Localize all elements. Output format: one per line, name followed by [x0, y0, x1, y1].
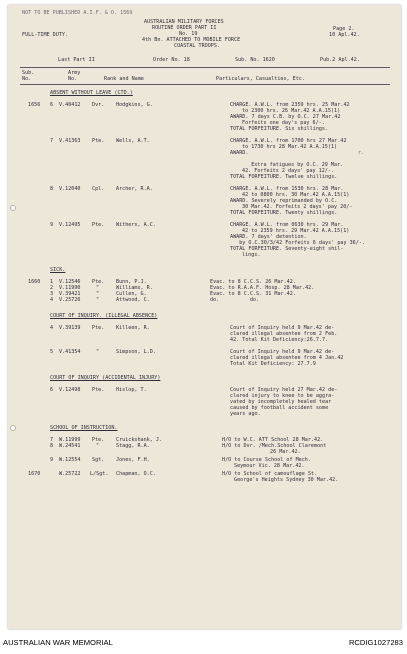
document-page — [8, 5, 401, 629]
particulars-line: 30 Mar.42. Forfeits 2 days' pay 20/- — [242, 204, 353, 210]
particulars-line: George's Heights Sydney 30 Mar.42. — [234, 477, 339, 483]
force-title: AUSTRALIAN MILITARY FORCES — [144, 19, 224, 25]
army-number: V.12495 — [59, 222, 81, 228]
soldier-name: Jones, F.H. — [116, 457, 150, 463]
rank: Sgt. — [92, 457, 105, 463]
sub-number: 1660 — [28, 279, 41, 285]
particulars-line: caused by football accident some — [230, 405, 329, 411]
particulars-line: Total Kit Deficiency: 27.7.9 — [230, 361, 316, 367]
sub-number: 1670 — [28, 471, 41, 477]
army-number: V.39139 — [59, 325, 81, 331]
particulars-line: H/O to School of camouflage St. — [222, 471, 318, 477]
particulars-line: Court of Inquiry held 9 Mar.42 de- — [230, 349, 335, 355]
particulars-line: AWARD. 7 days C.B. by O.C. 27 Mar.42 — [230, 114, 341, 120]
archive-footer — [0, 636, 407, 654]
punch-hole — [10, 205, 16, 211]
particulars-line: H/O to W.C. ATT School 28 Mar.42. — [222, 437, 324, 443]
entry-number: 5 — [50, 349, 54, 355]
army-number: V.11990 — [59, 285, 81, 291]
particulars-line: CHARGE. A.W.L. from 1700 hrs 27 Mar.42 — [230, 138, 347, 144]
army-number: V.12498 — [59, 387, 81, 393]
particulars-line: 42. Total Kit Deficiency:26.7.7. — [230, 337, 329, 343]
archive-record-id: RCDIG1027283 — [348, 638, 403, 647]
rank: Pte. — [92, 387, 105, 393]
last-sub-number: Sub. No. 1620 — [235, 57, 275, 63]
rank: Cpl. — [92, 186, 105, 192]
particulars-line: TOTAL FORFEITURE. Seventy-eight shil- — [230, 246, 344, 252]
col-rank-name: Rank and Name — [104, 76, 144, 82]
particulars-line: Forfeits one day's pay 6/-. — [242, 120, 325, 126]
soldier-name: Bunn, P.J. — [116, 279, 147, 285]
duty-label: FULL-TIME DUTY. — [22, 32, 69, 38]
order-date: 10 Apl.42. — [329, 32, 360, 38]
sub-number: 1656 — [28, 102, 41, 108]
entry-number: 9 — [50, 457, 54, 463]
army-number: V.40412 — [59, 102, 81, 108]
particulars-line: AWARD. 7 days' detention. — [230, 234, 307, 240]
soldier-name: Archer, R.A. — [116, 186, 153, 192]
army-number: W.11999 — [59, 437, 81, 443]
particulars-line: Extra fatigues by O.C. 29 Mar. — [242, 162, 344, 168]
particulars-line: to 2300 hrs. 26 Mar.42 A.A.15(1) — [242, 108, 341, 114]
rank: Pte. — [92, 138, 105, 144]
orders-title: ROUTINE ORDER PART II — [152, 25, 217, 31]
section-sick-heading: SICK. — [50, 267, 66, 273]
section-accidental-heading: COURT OF INQUIRY (ACCIDENTAL INJURY) — [50, 375, 161, 381]
soldier-name: Attwood, C. — [116, 297, 150, 303]
col-army-2: No. — [68, 76, 78, 82]
rank: " — [96, 443, 100, 449]
soldier-name: Killeen, R. — [116, 325, 150, 331]
col-particulars: Particulars, Casualties, Etc. — [216, 76, 305, 82]
particulars-line: 42 to 2359 hrs. 29 Mar.42 A.A.15(1) — [242, 228, 350, 234]
particulars-line: H/O to Dvr. /Mech.School Claremont — [222, 443, 327, 449]
unit-line-2: COASTAL TROOPS. — [174, 43, 221, 49]
soldier-name: Cruickshank, J. — [116, 437, 163, 443]
particulars-line: TOTAL FORFEITURE. Twelve shillings. — [230, 174, 338, 180]
entry-number: 8 — [50, 443, 54, 449]
col-sub-no-2: No. — [22, 76, 32, 82]
particulars-line: clared illegal absentee from 2 Feb. — [230, 331, 338, 337]
publication-restriction: NOT TO BE PUBLISHED A.I.F. & O. 1569 — [22, 10, 133, 16]
soldier-name: Wells, A.T. — [116, 138, 150, 144]
particulars-line: clared injury to knee to be aggra- — [230, 393, 335, 399]
col-sub-no-1: Sub. — [22, 70, 35, 76]
soldier-name: Stagg, R.A. — [116, 443, 150, 449]
particulars-line: clared illegal absentee from 4 Jan.42 — [230, 355, 344, 361]
army-number: V.25726 — [59, 297, 81, 303]
army-number: V.12040 — [59, 186, 81, 192]
unit-line-1: 4th Bn. ATTACHED TO MOBILE FORCE — [142, 37, 241, 43]
particulars-line: TOTAL FORFEITURE. Six shillings. — [230, 126, 329, 132]
entry-number: 8 — [50, 186, 54, 192]
particulars-line: years ago. — [230, 411, 261, 417]
soldier-name: Withers, A.C. — [116, 222, 156, 228]
header-bottom-rule — [20, 84, 390, 85]
army-number: V.39421 — [59, 291, 81, 297]
particulars-line: AWARD. — [230, 150, 249, 156]
archive-name: AUSTRALIAN WAR MEMORIAL — [3, 638, 113, 647]
particulars-line: by O.C.30/3/42 Forfeits 6 days' pay 36/-. — [230, 240, 365, 246]
entry-number: 7 — [50, 437, 54, 443]
army-number: V.41354 — [59, 349, 81, 355]
particulars-line: 42 to 0800 hrs. 30 Mar.42 A.A.15(1) — [242, 192, 350, 198]
particulars-line: CHARGE. A.W.L. from 2359 hrs. 25 Mar.42 — [230, 102, 350, 108]
particulars-line: to 1730 hrs 28 Mar.42 A.A.15(1) — [242, 144, 338, 150]
section-school-heading: SCHOOL OF INSTRUCTION. — [50, 425, 118, 431]
entry-number: 4 — [50, 297, 54, 303]
particulars-line: CHARGE. A.W.L. from 0630 hrs. 29 Mar. — [230, 222, 344, 228]
soldier-name: Chapman, O.C. — [116, 471, 156, 477]
army-number: W.25722 — [59, 471, 81, 477]
col-army-1: Army — [68, 70, 81, 76]
particulars-line: TOTAL FORFEITURE. Twenty shillings. — [230, 210, 338, 216]
entry-number: 2 — [50, 285, 54, 291]
soldier-name: Hislop, T. — [116, 387, 147, 393]
particulars-line: CHARGE. A.W.L. from 1530 hrs. 28 Mar. — [230, 186, 344, 192]
entry-number: 1 — [50, 279, 54, 285]
soldier-name: Williams, R. — [116, 285, 153, 291]
particulars-line: H/O to Course School of Mech. — [222, 457, 311, 463]
entry-number: 7 — [50, 138, 54, 144]
army-number: V.41363 — [59, 138, 81, 144]
rank: " — [96, 285, 100, 291]
header-top-rule — [20, 67, 390, 68]
particulars-line: Evac. to R.A.A.F. Hosp. 28 Mar.42. — [210, 285, 315, 291]
particulars-line: AWARD. Severely reprimanded by O.C. — [230, 198, 338, 204]
particulars-line: do. do. — [210, 297, 260, 303]
section-illegal-heading: COURT OF INQUIRY. (ILLEGAL ABSENCE) — [50, 313, 158, 319]
soldier-name: Cullen, G. — [116, 291, 147, 297]
entry-number: 3 — [50, 291, 54, 297]
entry-number: 6 — [50, 102, 54, 108]
rank: " — [96, 349, 100, 355]
particulars-line: Court of Inquiry held 27 Mar.42 de- — [230, 387, 338, 393]
last-part-label: Last Part II — [58, 57, 95, 63]
rank: Pte. — [92, 325, 105, 331]
particulars-line: 42. Forfeits 2 days' pay 12/-. — [242, 168, 335, 174]
entry-number: 6 — [50, 387, 54, 393]
particulars-line: vated by incompletely healed tear — [230, 399, 332, 405]
particulars-line: Evac. to 8 C.C.S. 31 Mar.42. — [210, 291, 296, 297]
rank: L/Sgt. — [90, 471, 109, 477]
last-publication-date: Pub.2 Apl.42. — [320, 57, 360, 63]
punch-hole — [10, 425, 16, 431]
rank: " — [96, 291, 100, 297]
army-number: W.24541 — [59, 443, 81, 449]
rank: Pte. — [92, 437, 105, 443]
rank: Dvr. — [92, 102, 105, 108]
soldier-name: Hodgkins, G. — [116, 102, 153, 108]
particulars-line: 26 Mar.42. — [270, 449, 301, 455]
particulars-line: Evac. to 8 C.C.S. 26 Mar.42. — [210, 279, 296, 285]
rank: Pte. — [92, 222, 105, 228]
army-number: V.12546 — [59, 279, 81, 285]
entry-number: 4 — [50, 325, 54, 331]
particulars-line: Court of Inquiry held 9 Mar.42 de- — [230, 325, 335, 331]
illegible-mark: r. — [358, 150, 365, 156]
last-order-number: Order No. 18 — [153, 57, 190, 63]
order-number: No. 19 — [179, 31, 198, 37]
particulars-line: Seymour Vic. 28 Mar.42. — [234, 463, 305, 469]
particulars-line: lings. — [242, 252, 261, 258]
soldier-name: Simpson, L.D. — [116, 349, 156, 355]
page-number: Page 2. — [333, 26, 355, 32]
rank: " — [96, 297, 100, 303]
section-absent-heading: ABSENT WITHOUT LEAVE (CTD.) — [50, 90, 133, 96]
entry-number: 9 — [50, 222, 54, 228]
rank: Pte. — [92, 279, 105, 285]
army-number: W.12554 — [59, 457, 81, 463]
